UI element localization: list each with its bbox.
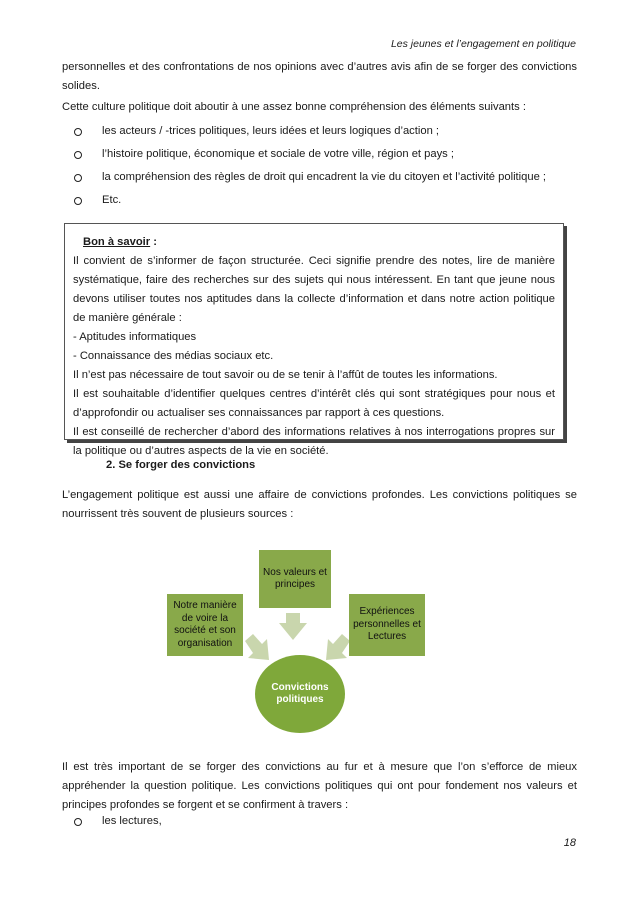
bullet-icon bbox=[74, 174, 82, 182]
intro-paragraph-1: personnelles et des confrontations de nos opinions avec d’autres avis afin de se forger des convictions solides. bbox=[62, 61, 577, 92]
bullet-icon bbox=[74, 128, 82, 136]
info-box-line: - Connaissance des médias sociaux etc. bbox=[73, 350, 274, 362]
body-bullet-list bbox=[62, 810, 577, 833]
arrow-diagonal-right-icon bbox=[245, 634, 269, 660]
info-box-line: Il est conseillé de rechercher d’abord des informations relatives à nos interrogations propres sur la politique ou d’autres aspects de la vie en société. bbox=[73, 426, 555, 457]
intro-paragraph-2: Cette culture politique doit aboutir à une assez bonne compréhension des éléments suivants : bbox=[62, 101, 526, 113]
body-paragraph-1: L’engagement politique est aussi une affaire de convictions profondes. Les convictions politiques se nourrissent très souvent de plusieurs sources : bbox=[62, 489, 577, 520]
info-box-line: Il n’est pas nécessaire de tout savoir ou de se tenir à l’affût de toutes les informations. bbox=[73, 369, 498, 381]
node-worldview: Notre manière de voire la société et son organisation bbox=[167, 594, 243, 656]
info-box-line: Il convient de s’informer de façon structurée. Ceci signifie prendre des notes, lire de manière systématique, faire des recherches sur des sujets qui nous intéressent. En tant que jeune nous devons utiliser toutes nos aptitudes dans la collecte d’information et dans notre action politique de manière générale : bbox=[73, 255, 555, 324]
info-box-line: Il est souhaitable d’identifier quelques centres d’intérêt clés qui sont stratégiques pour nous et d’approfondir ou actualiser ses connaissances par rapport à ces questions. bbox=[73, 388, 555, 419]
list-item: les lectures, bbox=[62, 810, 577, 833]
body-paragraph-2: Il est très important de se forger des convictions au fur et à mesure que l’on s’efforce de mieux appréhender la question politique. Les convictions politiques qui ont pour fondement nos valeurs et principes profondes se forgent et se confirment à travers : bbox=[62, 761, 577, 811]
info-box-title: Bon à savoir : bbox=[83, 236, 157, 248]
arrow-diagonal-left-icon bbox=[326, 634, 350, 660]
running-header: Les jeunes et l’engagement en politique bbox=[390, 38, 576, 50]
bullet-icon bbox=[74, 197, 82, 205]
convictions-diagram bbox=[165, 548, 430, 738]
bullet-icon bbox=[74, 151, 82, 159]
arrow-down-icon bbox=[279, 613, 307, 640]
list-item: l’histoire politique, économique et sociale de votre ville, région et pays ; bbox=[62, 143, 577, 166]
section-heading: 2. Se forger des convictions bbox=[106, 459, 256, 471]
intro-bullet-list bbox=[62, 120, 577, 212]
list-item: les acteurs / -trices politiques, leurs idées et leurs logiques d’action ; bbox=[62, 120, 577, 143]
info-box-line: - Aptitudes informatiques bbox=[73, 331, 197, 343]
node-values: Nos valeurs et principes bbox=[259, 550, 331, 608]
list-item: Etc. bbox=[62, 189, 577, 212]
page-number: 18 bbox=[563, 837, 576, 849]
node-convictions: Convictions politiques bbox=[255, 655, 345, 733]
list-item: la compréhension des règles de droit qui encadrent la vie du citoyen et l’activité politique ; bbox=[62, 166, 577, 189]
node-experiences: Expériences personnelles et Lectures bbox=[349, 594, 425, 656]
bullet-icon bbox=[74, 818, 82, 826]
info-box bbox=[64, 223, 564, 457]
